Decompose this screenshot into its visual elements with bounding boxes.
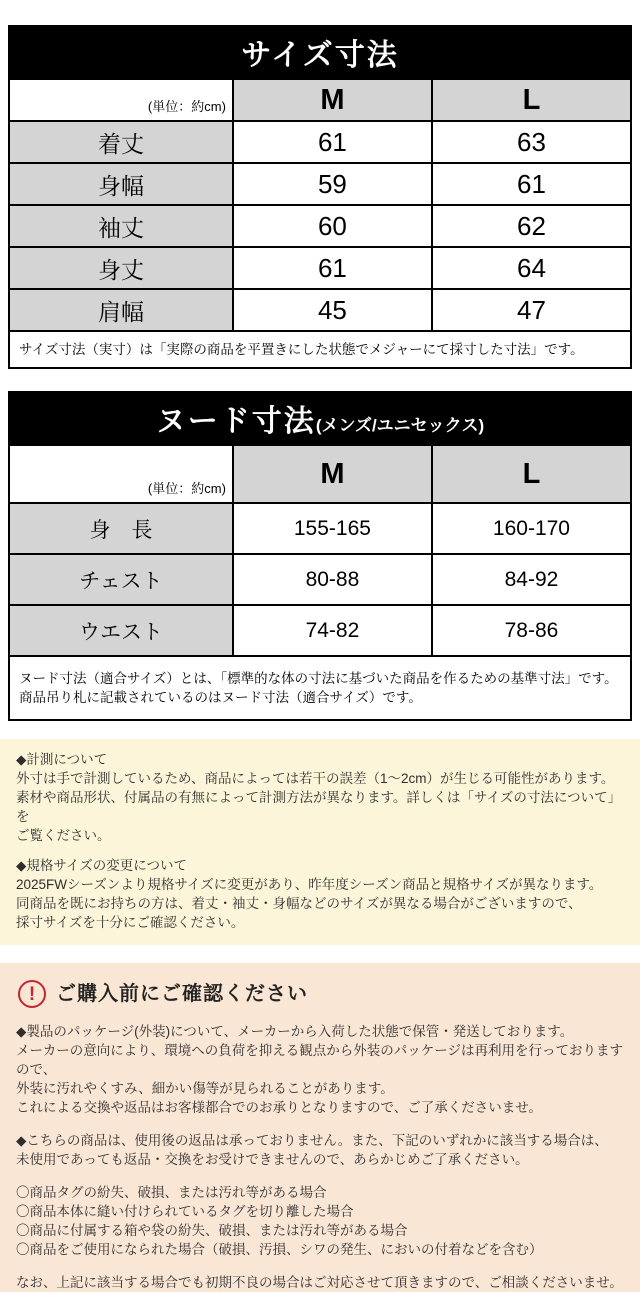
cell-value: 59 [233,163,432,205]
column-header-l: L [432,79,631,121]
nude-table-header-bar [8,391,632,444]
note-line: ヌード寸法（適合サイズ）とは、「標準的な体の寸法に基づいた商品を作るための基準寸法」です。 [19,671,618,686]
unit-label: (単位：約cm) [9,79,233,121]
info-line: 同商品を既にお持ちの方は、着丈・袖丈・身幅などのサイズが異なる場合がございますので、 [16,896,582,911]
row-label: 身丈 [9,247,233,289]
column-header-l: L [432,445,631,503]
column-header-m: M [233,79,432,121]
purchase-notice-header [18,980,624,1008]
cell-value: 63 [432,121,631,163]
table-row [9,554,631,605]
notice-line: 未使用であっても返品・交換をお受けできませんので、あらかじめご了承ください。 [16,1152,529,1167]
cell-value: 61 [432,163,631,205]
table-row [9,121,631,163]
standard-size-info-heading: ◆規格サイズの変更について [16,858,188,873]
cell-value: 155-165 [233,503,432,554]
info-line: ご覧ください。 [16,828,111,843]
nude-table [8,444,632,721]
size-table-title: サイズ寸法 [241,38,399,72]
info-line: 2025FWシーズンより規格サイズに変更があり、昨年度シーズン商品と規格サイズが異なります。 [16,877,603,892]
table-note-row [9,331,631,368]
nude-table-title: ヌード寸法 [155,404,316,438]
nude-table-section [8,391,632,721]
cell-value: 74-82 [233,605,432,656]
notice-line: これによる交換や返品はお客様都合でのお承りとなりますので、ご了承くださいませ。 [16,1100,542,1115]
table-row [9,247,631,289]
return-conditions-list [16,1183,624,1259]
list-item: 〇商品タグの紛失、破損、または汚れ等がある場合 [16,1185,327,1200]
notice-line: ◆こちらの商品は、使用後の返品は承っておりません。また、下記のいずれかに該当する場合は、 [16,1133,608,1148]
info-line: 素材や商品形状、付属品の有無によって計測方法が異なります。詳しくは「サイズの寸法について」を [16,790,622,824]
cell-value: 47 [432,289,631,331]
purchase-notice-section [0,963,640,1292]
cell-value: 45 [233,289,432,331]
cell-value: 61 [233,121,432,163]
list-item: 〇商品本体に縫い付けられているタグを切り離した場合 [16,1204,354,1219]
measurement-info-heading: ◆計測について [16,752,108,767]
row-label: 袖丈 [9,205,233,247]
purchase-notice-title: ご購入前にご確認ください [56,982,308,1005]
size-table-section [8,25,632,369]
size-table [8,78,632,369]
column-header-m: M [233,445,432,503]
alert-exclamation-icon: ! [18,980,46,1008]
table-row [9,163,631,205]
note-line: 商品吊り札に記載されているのはヌード寸法（適合サイズ）です。 [19,690,422,705]
info-line: 外寸は手で計測しているため、商品によっては若干の誤差（1～2cm）が生じる可能性があります。 [16,771,615,786]
row-label: ウエスト [9,605,233,656]
standard-size-info-block [16,856,624,932]
table-row [9,289,631,331]
row-label: 身幅 [9,163,233,205]
list-item: 〇商品に付属する箱や袋の紛失、破損、または汚れ等がある場合 [16,1223,408,1238]
cell-value: 160-170 [432,503,631,554]
cell-value: 84-92 [432,554,631,605]
notice-line: 外装に汚れやくすみ、細かい傷等が見られることがあります。 [16,1081,394,1096]
row-label: チェスト [9,554,233,605]
row-label: 着丈 [9,121,233,163]
cell-value: 62 [432,205,631,247]
table-row [9,205,631,247]
nude-table-title-suffix: (メンズ/ユニセックス) [315,415,485,435]
size-table-head-row [9,79,631,121]
cell-value: 61 [233,247,432,289]
cell-value: 78-86 [432,605,631,656]
unit-label: (単位：約cm) [9,445,233,503]
table-row [9,605,631,656]
returns-paragraph [16,1131,624,1169]
list-item: 〇商品をご使用になられた場合（破損、汚損、シワの発生、においの付着などを含む） [16,1242,543,1257]
info-line: 採寸サイズを十分にご確認ください。 [16,915,245,930]
row-label: 身 長 [9,503,233,554]
packaging-paragraph [16,1022,624,1117]
cell-value: 64 [432,247,631,289]
footer-note: なお、上記に該当する場合でも初期不良の場合はご対応させて頂きますので、ご相談くださいませ。 [16,1275,623,1290]
notice-line: ◆製品のパッケージ(外装)について、メーカーから入荷した状態で保管・発送しております。 [16,1024,574,1039]
row-label: 肩幅 [9,289,233,331]
measurement-info-section [0,739,640,945]
size-table-note: サイズ寸法（実寸）は「実際の商品を平置きにした状態でメジャーにて採寸した寸法」です。 [9,331,631,368]
nude-table-note [9,656,631,720]
table-row [9,503,631,554]
cell-value: 60 [233,205,432,247]
notice-line: メーカーの意向により、環境への負荷を抑える観点から外装のパッケージは再利用を行っておりますので、 [16,1043,623,1077]
cell-value: 80-88 [233,554,432,605]
table-note-row [9,656,631,720]
measurement-info-block [16,750,624,845]
size-table-header-bar [8,25,632,78]
nude-table-head-row [9,445,631,503]
